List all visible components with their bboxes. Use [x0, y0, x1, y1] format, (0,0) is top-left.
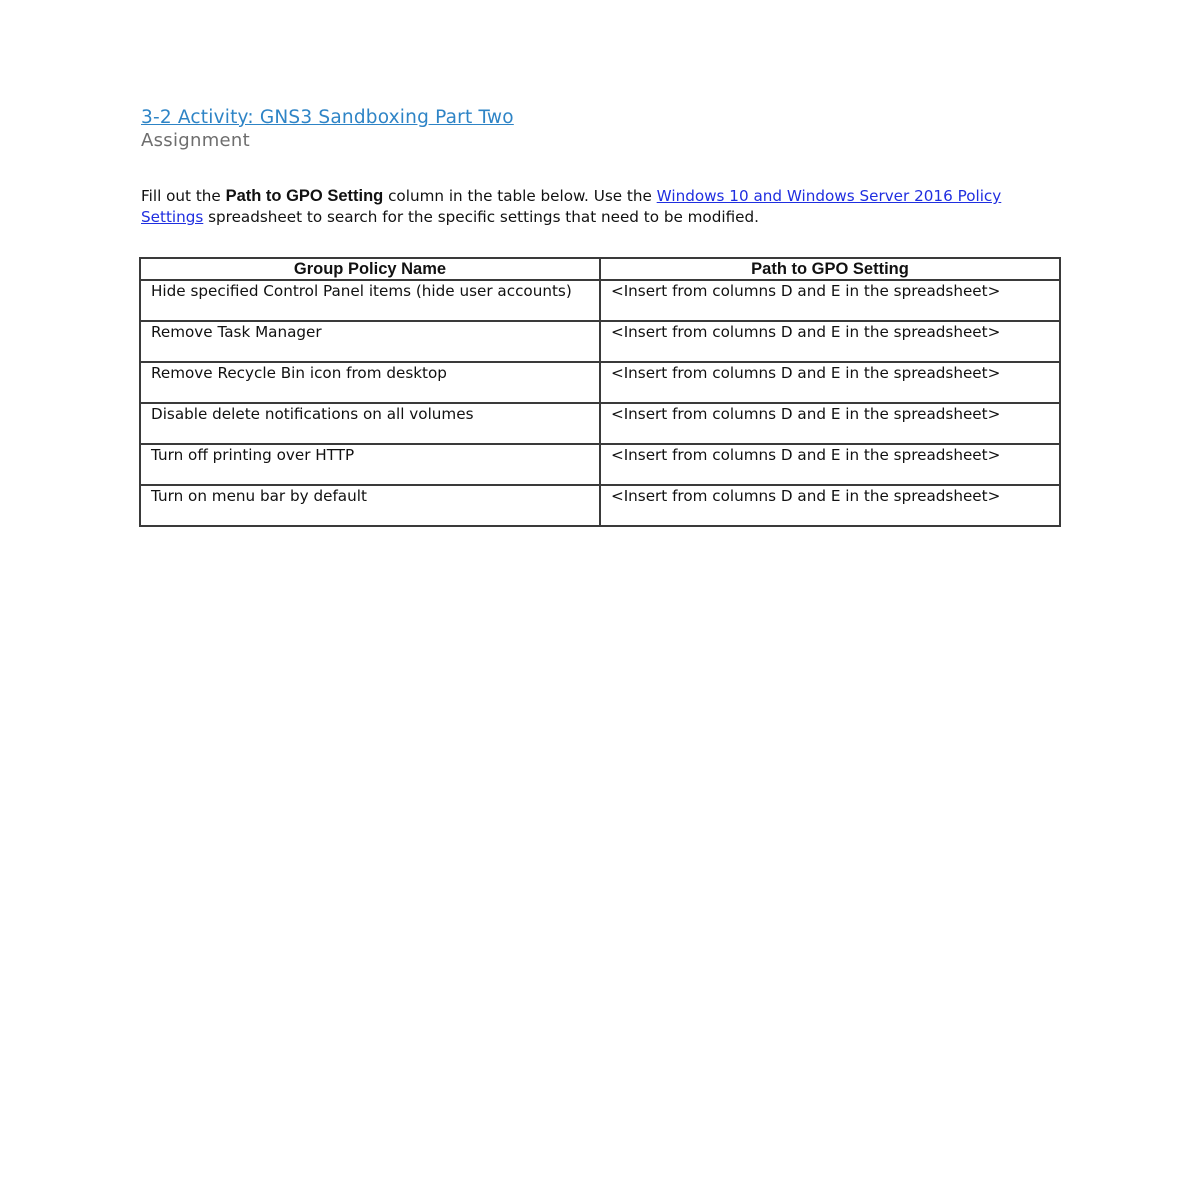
gpo-path-cell[interactable]: <Insert from columns D and E in the spreadsheet> [600, 280, 1060, 321]
table-row [140, 362, 1060, 403]
gpo-table [139, 257, 1061, 527]
gpo-path-cell[interactable]: <Insert from columns D and E in the spreadsheet> [600, 485, 1060, 526]
policy-name-cell: Disable delete notifications on all volumes [140, 403, 600, 444]
document-subtitle: Assignment [141, 130, 250, 151]
table-row [140, 485, 1060, 526]
table-row [140, 280, 1060, 321]
policy-name-cell: Remove Recycle Bin icon from desktop [140, 362, 600, 403]
intro-paragraph [141, 186, 1051, 228]
intro-text-before: Fill out the [141, 187, 226, 205]
header-group-policy-name: Group Policy Name [140, 258, 600, 280]
policy-settings-link[interactable]: Windows 10 and Windows Server 2016 Policy Settings [141, 187, 1002, 226]
table-header-row [140, 258, 1060, 280]
policy-name-cell: Turn on menu bar by default [140, 485, 600, 526]
gpo-path-cell[interactable]: <Insert from columns D and E in the spreadsheet> [600, 403, 1060, 444]
table-row [140, 321, 1060, 362]
intro-bold-term: Path to GPO Setting [225, 187, 384, 205]
gpo-path-cell[interactable]: <Insert from columns D and E in the spreadsheet> [600, 444, 1060, 485]
policy-name-cell: Remove Task Manager [140, 321, 600, 362]
document-page [141, 104, 1061, 505]
intro-text-middle: column in the table below. Use the [383, 187, 657, 205]
gpo-path-cell[interactable]: <Insert from columns D and E in the spreadsheet> [600, 362, 1060, 403]
gpo-path-cell[interactable]: <Insert from columns D and E in the spreadsheet> [600, 321, 1060, 362]
table-row [140, 444, 1060, 485]
document-title-link[interactable]: 3-2 Activity: GNS3 Sandboxing Part Two [141, 107, 514, 128]
policy-name-cell: Hide specified Control Panel items (hide user accounts) [140, 280, 600, 321]
header-path-to-gpo-setting: Path to GPO Setting [600, 258, 1060, 280]
policy-name-cell: Turn off printing over HTTP [140, 444, 600, 485]
intro-text-after: spreadsheet to search for the specific settings that need to be modified. [203, 208, 759, 226]
table-row [140, 403, 1060, 444]
